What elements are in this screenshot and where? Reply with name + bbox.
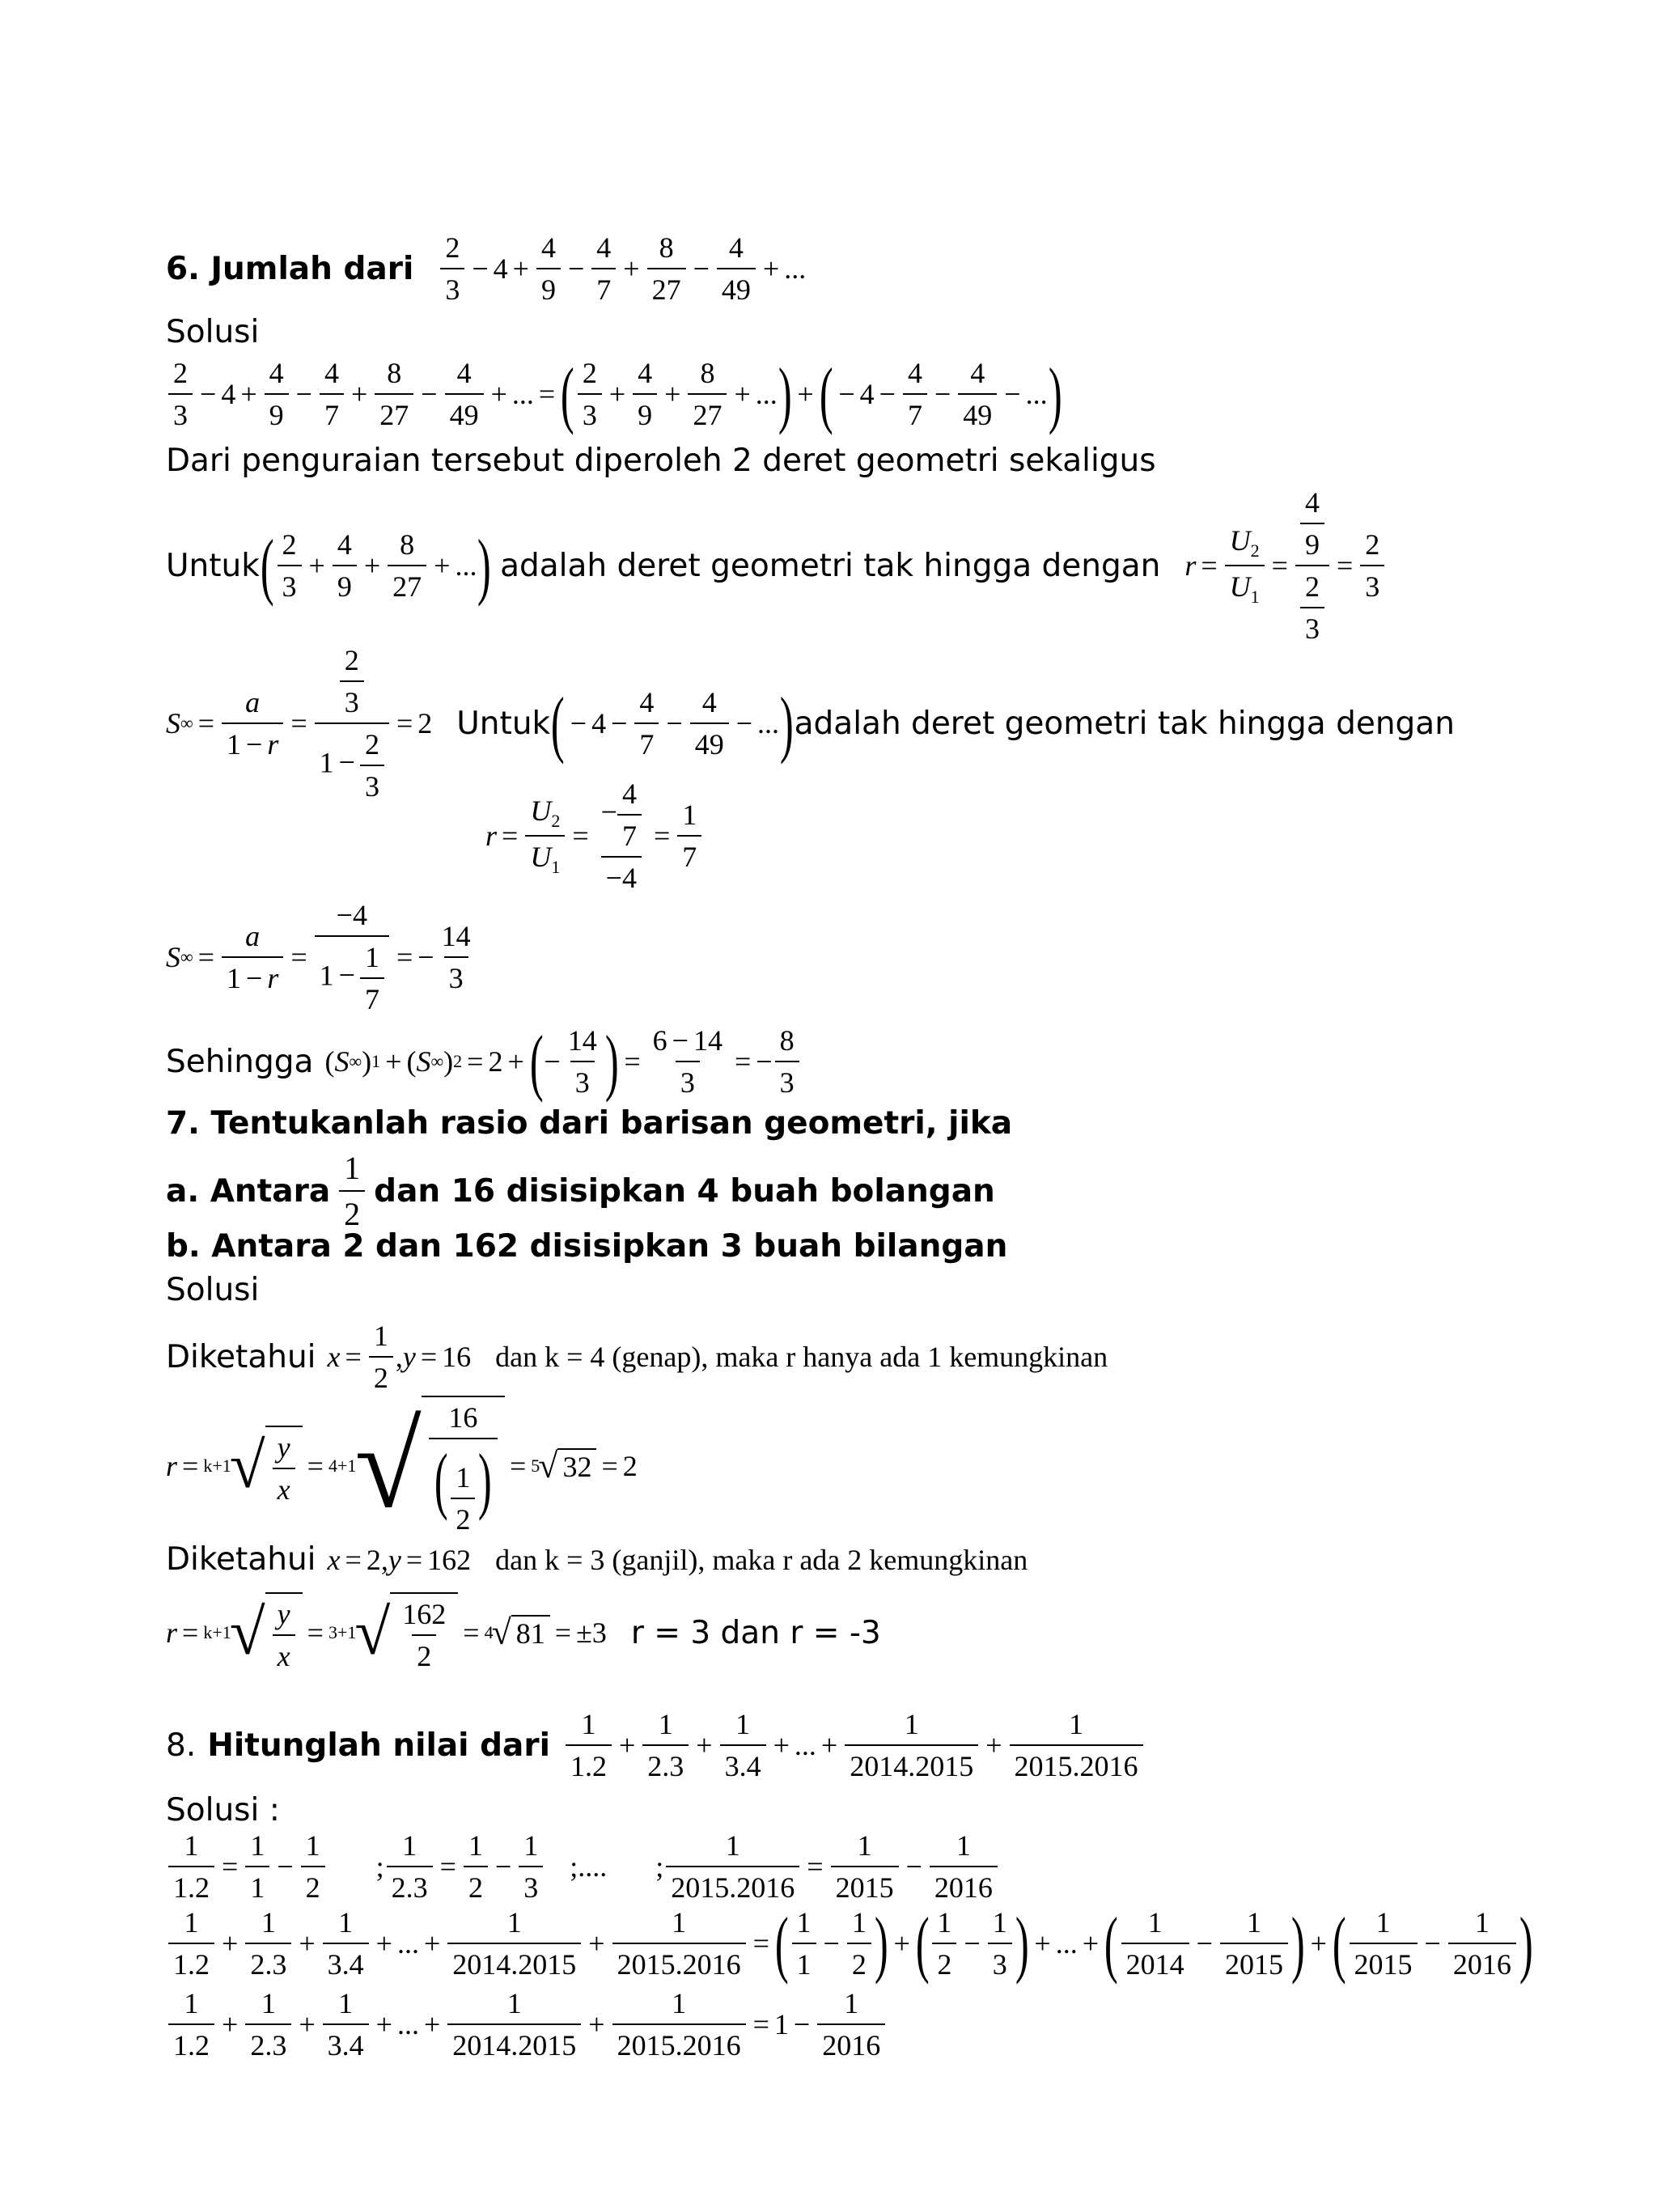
q7-a-fraction: $\frac{1}{2}$ — [337, 1149, 367, 1233]
q7-solusi: Solusi — [166, 1272, 260, 1308]
q7-a-line — [166, 1149, 1536, 1233]
q7-ratio-b-line — [166, 1592, 1536, 1673]
q6-heading: 6. Jumlah dari — [166, 250, 414, 287]
q6-decomposition: $\frac{2}{3}$ − 4 + $\frac{4}{9}$ − $\frac{4}{7}$ + $\frac{8}{27}$ − $\frac{4}{49}$ + ... = ( $\frac{2}{3}$ + $\frac{4}{9}$ + $\frac{8}{27}$ + ... ) + ( − 4 − $\frac{4}{7}$ − $\frac{4}{49}$ − ... ) — [166, 356, 1536, 432]
q8-heading-line — [166, 1707, 1536, 1783]
q6-ratio-2-line — [485, 777, 1536, 895]
q6-sinf2-line — [166, 898, 1536, 1016]
q7-b-line — [166, 1228, 1536, 1265]
q8-final: $\frac{1}{1.2}$ + $\frac{1}{2.3}$ + $\frac{1}{3.4}$ + ... + $\frac{1}{2014.2015}$ + $\frac{1}{2015.2016}$ = 1 − $\frac{1}{2016}$ — [166, 1986, 1536, 2062]
q8-series-expression: $\frac{1}{1.2}$ + $\frac{1}{2.3}$ + $\frac{1}{3.4}$ + ... + $\frac{1}{2014.2015}$ + $\frac{1}{2015.2016}$ — [563, 1707, 1146, 1783]
q7-a-suffix: dan 16 disisipkan 4 buah bolangan — [374, 1172, 995, 1210]
q6-untuk-1: Untuk — [166, 547, 260, 584]
q7-result-b: r = 3 dan r = -3 — [630, 1614, 881, 1651]
q8-heading-num: 8. — [166, 1727, 197, 1764]
q6-series2-desc: adalah deret geometri tak hingga dengan — [794, 705, 1455, 742]
q6-heading-line — [166, 231, 1536, 307]
q7-solusi-line — [166, 1272, 1536, 1308]
q7-known-a-line — [166, 1319, 1536, 1395]
q7-heading-line — [166, 1105, 1536, 1142]
q6-series1-desc: adalah deret geometri tak hingga dengan — [500, 547, 1161, 584]
q6-sinf1-line: S ∞ = $\frac{a}{1 - r}$ = $\frac{2}{3}$ 1 − $\frac{2}{3}$ = 2 Untuk ( − 4 − $\frac{4}{7}$ − $\frac{4}{49}$ − ... ) adalah deret geometri tak hingga dengan — [166, 644, 1455, 803]
q6-result: ( S ∞ ) 1 + ( S ∞ ) 2 = 2 + ( − $\frac{14}{3}$ ) = $\frac{6 - 14}{3}$ = − $\frac{8}{3}$ — [324, 1023, 801, 1100]
q6-solusi-line — [166, 314, 1536, 350]
q7-diketahui-a: Diketahui — [166, 1338, 316, 1375]
q8-solusi-line — [166, 1792, 1536, 1829]
q6-desc-line — [166, 443, 1536, 479]
q6-solusi: Solusi — [166, 314, 260, 350]
q6-ratio-2: r = $\frac{U_2}{U_1}$ = − $\frac{4}{7}$ −4 = $\frac{1}{7}$ — [485, 777, 704, 895]
q6-sehingga-line — [166, 1020, 1536, 1103]
q6-sehingga: Sehingga — [166, 1043, 314, 1080]
q7-heading: 7. Tentukanlah rasio dari barisan geometri, jika — [166, 1105, 1013, 1142]
q6-sinf-1: S ∞ = $\frac{a}{1 - r}$ = $\frac{2}{3}$ 1 − $\frac{2}{3}$ = 2 — [166, 644, 433, 803]
q7-known-a-values: x = $\frac{1}{2}$ , y = 16 — [327, 1320, 472, 1394]
q6-sinf-2: S ∞ = $\frac{a}{1 - r}$ = −4 1 − $\frac{1}{7}$ = − $\frac{14}{3}$ — [166, 899, 471, 1015]
q7-ratio-a-line — [166, 1396, 1536, 1536]
q7-known-b-values: x = 2, y = 162 — [327, 1543, 472, 1576]
q6-ratio-1: r = $\frac{U_2}{U_1}$ = $\frac{\frac{4}{9}}{\frac{2}{3}}$ = $\frac{2}{3}$ — [1184, 485, 1387, 646]
q7-a-prefix: a. Antara — [166, 1172, 331, 1210]
q6-untuk-2: Untuk — [456, 705, 551, 742]
q7-note-a: dan k = 4 (genap), maka r hanya ada 1 kemungkinan — [495, 1341, 1108, 1373]
q7-ratio-a: r = k+1 √ $\frac{y}{x}$ = 4+1 √ 16 ( $\frac{1}{2}$ ) = 5 √ 32 = 2 — [166, 1396, 638, 1536]
q8-telescoping: $\frac{1}{1.2}$ + $\frac{1}{2.3}$ + $\frac{1}{3.4}$ + ... + $\frac{1}{2014.2015}$ + $\frac{1}{2015.2016}$ = ( $\frac{1}{1}$ − $\frac{1}{2}$ ) + ( $\frac{1}{2}$ − $\frac{1}{3}$ ) + ... + ( $\frac{1}{2014}$ − $\frac{1}{2015}$ ) + ( $\frac{1}{2015}$ − $\frac{1}{2016}$ ) — [166, 1905, 1536, 1981]
q7-diketahui-b: Diketahui — [166, 1541, 316, 1578]
q6-desc: Dari penguraian tersebut diperoleh 2 deret geometri sekaligus — [166, 443, 1156, 479]
q6-series1-line: Untuk ( $\frac{2}{3}$ + $\frac{4}{9}$ + $\frac{8}{27}$ + ... ) adalah deret geometri tak hingga dengan r = $\frac{U_2}{U_1}$ = $\frac{\frac{4}{9}}{\frac{2}{3}}$ = $\frac{2}{3}$ — [166, 485, 1536, 646]
q7-b: b. Antara 2 dan 162 disisipkan 3 buah bilangan — [166, 1228, 1008, 1265]
q6-series-expression: $\frac{2}{3}$ − 4 + $\frac{4}{9}$ − $\frac{4}{7}$ + $\frac{8}{27}$ − $\frac{4}{49}$ + ... — [438, 231, 806, 307]
q8-partial-fractions: $\frac{1}{1.2}$ = $\frac{1}{1}$ − $\frac{1}{2}$ ; $\frac{1}{2.3}$ = $\frac{1}{2}$ − $\frac{1}{3}$ ;.... ; $\frac{1}{2015.2016}$ = $\frac{1}{2015}$ − $\frac{1}{2016}$ — [166, 1829, 1536, 1905]
q7-known-b-line — [166, 1541, 1536, 1578]
q7-note-b: dan k = 3 (ganjil), maka r ada 2 kemungkinan — [495, 1543, 1028, 1576]
q7-ratio-b: r = k+1 √ $\frac{y}{x}$ = 3+1 √ $\frac{162}{2}$ = 4 √ 81 = ±3 — [166, 1592, 607, 1673]
q8-solusi: Solusi : — [166, 1792, 280, 1829]
q8-heading: Hitunglah nilai dari — [207, 1727, 550, 1764]
